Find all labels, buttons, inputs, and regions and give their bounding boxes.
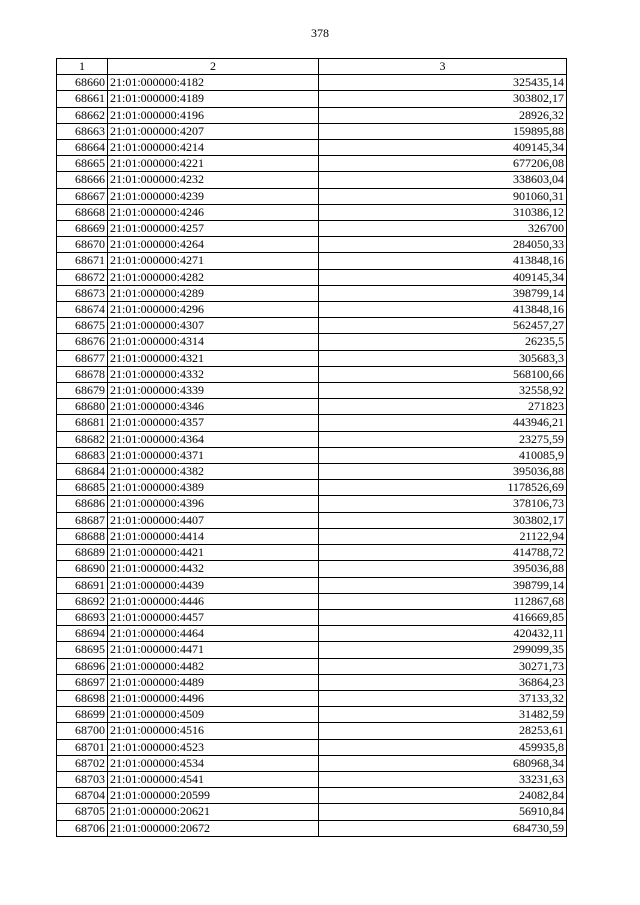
table-row xyxy=(57,609,567,625)
cadastral-number: 21:01:000000:4414 xyxy=(108,528,319,544)
amount-value: 443946,21 xyxy=(319,415,567,431)
table-row xyxy=(57,723,567,739)
table-row xyxy=(57,383,567,399)
cadastral-number: 21:01:000000:4516 xyxy=(108,723,319,739)
amount-value: 1178526,69 xyxy=(319,480,567,496)
row-number: 68681 xyxy=(57,415,108,431)
cadastral-number: 21:01:000000:4439 xyxy=(108,577,319,593)
row-number: 68696 xyxy=(57,658,108,674)
row-number: 68676 xyxy=(57,334,108,350)
cadastral-number: 21:01:000000:4489 xyxy=(108,674,319,690)
row-number: 68697 xyxy=(57,674,108,690)
row-number: 68663 xyxy=(57,123,108,139)
cadastral-number: 21:01:000000:4371 xyxy=(108,447,319,463)
amount-value: 459935,8 xyxy=(319,739,567,755)
cadastral-number: 21:01:000000:4196 xyxy=(108,107,319,123)
table-row xyxy=(57,123,567,139)
table-row xyxy=(57,626,567,642)
cadastral-number: 21:01:000000:4523 xyxy=(108,739,319,755)
row-number: 68660 xyxy=(57,75,108,91)
row-number: 68701 xyxy=(57,739,108,755)
amount-value: 338603,04 xyxy=(319,172,567,188)
row-number: 68684 xyxy=(57,464,108,480)
table-row xyxy=(57,561,567,577)
table-row xyxy=(57,107,567,123)
amount-value: 395036,88 xyxy=(319,464,567,480)
table-row xyxy=(57,399,567,415)
cadastral-number: 21:01:000000:4246 xyxy=(108,204,319,220)
row-number: 68699 xyxy=(57,707,108,723)
amount-value: 28253,61 xyxy=(319,723,567,739)
cadastral-number: 21:01:000000:4289 xyxy=(108,285,319,301)
amount-value: 31482,59 xyxy=(319,707,567,723)
row-number: 68692 xyxy=(57,593,108,609)
cadastral-number: 21:01:000000:4282 xyxy=(108,269,319,285)
row-number: 68677 xyxy=(57,350,108,366)
table-row xyxy=(57,302,567,318)
table-row xyxy=(57,253,567,269)
row-number: 68706 xyxy=(57,820,108,836)
amount-value: 24082,84 xyxy=(319,788,567,804)
table-row xyxy=(57,739,567,755)
amount-value: 271823 xyxy=(319,399,567,415)
amount-value: 901060,31 xyxy=(319,188,567,204)
row-number: 68666 xyxy=(57,172,108,188)
cadastral-number: 21:01:000000:4389 xyxy=(108,480,319,496)
row-number: 68664 xyxy=(57,140,108,156)
amount-value: 310386,12 xyxy=(319,204,567,220)
cadastral-number: 21:01:000000:4264 xyxy=(108,237,319,253)
amount-value: 416669,85 xyxy=(319,609,567,625)
table-row xyxy=(57,188,567,204)
row-number: 68667 xyxy=(57,188,108,204)
table-row xyxy=(57,334,567,350)
cadastral-number: 21:01:000000:4321 xyxy=(108,350,319,366)
amount-value: 32558,92 xyxy=(319,383,567,399)
row-number: 68665 xyxy=(57,156,108,172)
cadastral-number: 21:01:000000:4232 xyxy=(108,172,319,188)
cadastral-number: 21:01:000000:4482 xyxy=(108,658,319,674)
table-row xyxy=(57,221,567,237)
amount-value: 159895,88 xyxy=(319,123,567,139)
table-row xyxy=(57,593,567,609)
table-row xyxy=(57,820,567,836)
row-number: 68703 xyxy=(57,771,108,787)
cadastral-number: 21:01:000000:4314 xyxy=(108,334,319,350)
cadastral-number: 21:01:000000:4346 xyxy=(108,399,319,415)
row-number: 68689 xyxy=(57,545,108,561)
cadastral-number: 21:01:000000:4421 xyxy=(108,545,319,561)
cadastral-number: 21:01:000000:4307 xyxy=(108,318,319,334)
cadastral-number: 21:01:000000:4396 xyxy=(108,496,319,512)
row-number: 68675 xyxy=(57,318,108,334)
amount-value: 562457,27 xyxy=(319,318,567,334)
row-number: 68694 xyxy=(57,626,108,642)
table-row xyxy=(57,674,567,690)
row-number: 68669 xyxy=(57,221,108,237)
amount-value: 410085,9 xyxy=(319,447,567,463)
cadastral-number: 21:01:000000:4357 xyxy=(108,415,319,431)
table-row xyxy=(57,415,567,431)
cadastral-number: 21:01:000000:4339 xyxy=(108,383,319,399)
amount-value: 303802,17 xyxy=(319,512,567,528)
amount-value: 409145,34 xyxy=(319,269,567,285)
amount-value: 568100,66 xyxy=(319,366,567,382)
cadastral-number: 21:01:000000:4446 xyxy=(108,593,319,609)
row-number: 68668 xyxy=(57,204,108,220)
amount-value: 325435,14 xyxy=(319,75,567,91)
table-row xyxy=(57,512,567,528)
cadastral-number: 21:01:000000:4432 xyxy=(108,561,319,577)
table-row xyxy=(57,366,567,382)
table-row xyxy=(57,577,567,593)
amount-value: 36864,23 xyxy=(319,674,567,690)
row-number: 68686 xyxy=(57,496,108,512)
table-row xyxy=(57,771,567,787)
amount-value: 677206,08 xyxy=(319,156,567,172)
row-number: 68688 xyxy=(57,528,108,544)
table-row xyxy=(57,204,567,220)
row-number: 68687 xyxy=(57,512,108,528)
row-number: 68700 xyxy=(57,723,108,739)
cadastral-number: 21:01:000000:4382 xyxy=(108,464,319,480)
column-header-2: 2 xyxy=(108,59,319,75)
cadastral-number: 21:01:000000:4189 xyxy=(108,91,319,107)
amount-value: 378106,73 xyxy=(319,496,567,512)
row-number: 68682 xyxy=(57,431,108,447)
cadastral-number: 21:01:000000:4541 xyxy=(108,771,319,787)
amount-value: 284050,33 xyxy=(319,237,567,253)
row-number: 68680 xyxy=(57,399,108,415)
table-row xyxy=(57,318,567,334)
row-number: 68671 xyxy=(57,253,108,269)
amount-value: 299099,35 xyxy=(319,642,567,658)
table-row xyxy=(57,269,567,285)
data-table xyxy=(56,58,567,837)
cadastral-number: 21:01:000000:20621 xyxy=(108,804,319,820)
amount-value: 33231,63 xyxy=(319,771,567,787)
amount-value: 26235,5 xyxy=(319,334,567,350)
row-number: 68661 xyxy=(57,91,108,107)
amount-value: 56910,84 xyxy=(319,804,567,820)
row-number: 68685 xyxy=(57,480,108,496)
table-row xyxy=(57,431,567,447)
table-row xyxy=(57,75,567,91)
amount-value: 37133,32 xyxy=(319,690,567,706)
amount-value: 23275,59 xyxy=(319,431,567,447)
table-row xyxy=(57,91,567,107)
row-number: 68672 xyxy=(57,269,108,285)
table-row xyxy=(57,496,567,512)
cadastral-number: 21:01:000000:4496 xyxy=(108,690,319,706)
table-body xyxy=(57,75,567,837)
cadastral-number: 21:01:000000:4457 xyxy=(108,609,319,625)
cadastral-number: 21:01:000000:4509 xyxy=(108,707,319,723)
row-number: 68679 xyxy=(57,383,108,399)
table-row xyxy=(57,658,567,674)
amount-value: 398799,14 xyxy=(319,577,567,593)
row-number: 68705 xyxy=(57,804,108,820)
row-number: 68693 xyxy=(57,609,108,625)
amount-value: 684730,59 xyxy=(319,820,567,836)
amount-value: 413848,16 xyxy=(319,253,567,269)
table-row xyxy=(57,707,567,723)
cadastral-number: 21:01:000000:4407 xyxy=(108,512,319,528)
amount-value: 680968,34 xyxy=(319,755,567,771)
table-header-row xyxy=(57,59,567,75)
amount-value: 413848,16 xyxy=(319,302,567,318)
row-number: 68673 xyxy=(57,285,108,301)
table-row xyxy=(57,480,567,496)
table-row xyxy=(57,237,567,253)
row-number: 68695 xyxy=(57,642,108,658)
amount-value: 30271,73 xyxy=(319,658,567,674)
row-number: 68683 xyxy=(57,447,108,463)
amount-value: 21122,94 xyxy=(319,528,567,544)
amount-value: 395036,88 xyxy=(319,561,567,577)
amount-value: 112867,68 xyxy=(319,593,567,609)
amount-value: 303802,17 xyxy=(319,91,567,107)
row-number: 68678 xyxy=(57,366,108,382)
table-row xyxy=(57,156,567,172)
cadastral-number: 21:01:000000:20599 xyxy=(108,788,319,804)
amount-value: 398799,14 xyxy=(319,285,567,301)
cadastral-number: 21:01:000000:4239 xyxy=(108,188,319,204)
amount-value: 326700 xyxy=(319,221,567,237)
cadastral-number: 21:01:000000:4296 xyxy=(108,302,319,318)
row-number: 68691 xyxy=(57,577,108,593)
table-row xyxy=(57,350,567,366)
table-row xyxy=(57,804,567,820)
table-row xyxy=(57,464,567,480)
table-row xyxy=(57,690,567,706)
cadastral-number: 21:01:000000:4221 xyxy=(108,156,319,172)
table-row xyxy=(57,528,567,544)
row-number: 68674 xyxy=(57,302,108,318)
cadastral-number: 21:01:000000:4332 xyxy=(108,366,319,382)
table-row xyxy=(57,447,567,463)
table-row xyxy=(57,285,567,301)
cadastral-number: 21:01:000000:4207 xyxy=(108,123,319,139)
column-header-1: 1 xyxy=(57,59,108,75)
amount-value: 305683,3 xyxy=(319,350,567,366)
cadastral-number: 21:01:000000:4364 xyxy=(108,431,319,447)
cadastral-number: 21:01:000000:4534 xyxy=(108,755,319,771)
page-number: 378 xyxy=(311,26,329,40)
amount-value: 420432,11 xyxy=(319,626,567,642)
row-number: 68670 xyxy=(57,237,108,253)
table-row xyxy=(57,788,567,804)
table-row xyxy=(57,642,567,658)
table-row xyxy=(57,545,567,561)
row-number: 68704 xyxy=(57,788,108,804)
table-row xyxy=(57,140,567,156)
cadastral-number: 21:01:000000:4464 xyxy=(108,626,319,642)
amount-value: 414788,72 xyxy=(319,545,567,561)
amount-value: 28926,32 xyxy=(319,107,567,123)
cadastral-number: 21:01:000000:4271 xyxy=(108,253,319,269)
cadastral-number: 21:01:000000:4182 xyxy=(108,75,319,91)
column-header-3: 3 xyxy=(319,59,567,75)
row-number: 68698 xyxy=(57,690,108,706)
cadastral-number: 21:01:000000:4257 xyxy=(108,221,319,237)
row-number: 68690 xyxy=(57,561,108,577)
row-number: 68702 xyxy=(57,755,108,771)
cadastral-number: 21:01:000000:4471 xyxy=(108,642,319,658)
cadastral-number: 21:01:000000:4214 xyxy=(108,140,319,156)
table-row xyxy=(57,172,567,188)
cadastral-number: 21:01:000000:20672 xyxy=(108,820,319,836)
amount-value: 409145,34 xyxy=(319,140,567,156)
table-row xyxy=(57,755,567,771)
row-number: 68662 xyxy=(57,107,108,123)
